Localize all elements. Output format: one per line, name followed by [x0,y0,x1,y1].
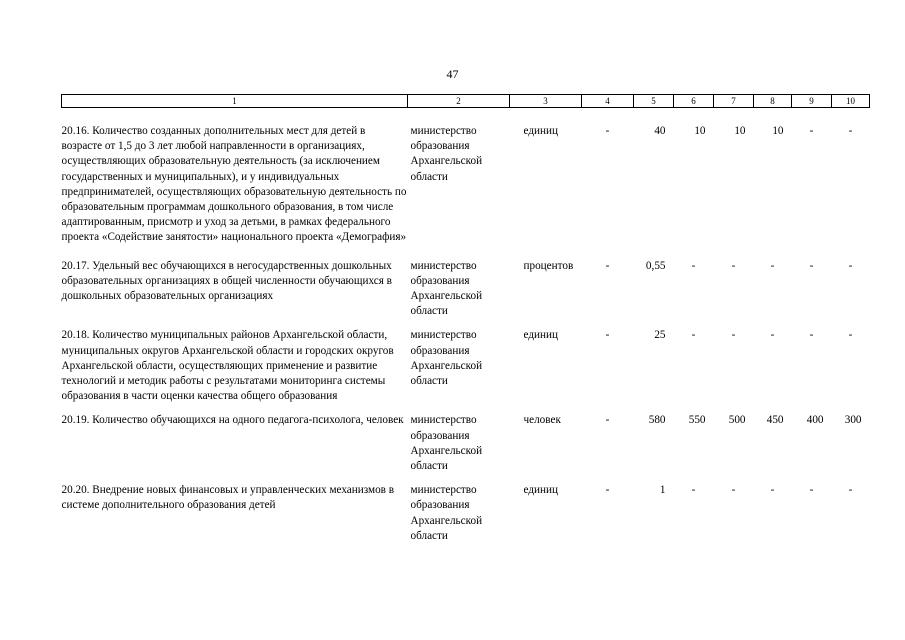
value-cell: 10 [772,125,784,137]
table-row [62,328,870,413]
header-cell: 6 [674,95,714,108]
value-cell: - [605,259,610,272]
value-cell: - [848,329,853,342]
unit-of-measure: единиц [523,329,558,342]
indicator-description: 20.18. Количество муниципальных районов Архангельской области, муниципальных округов Архангельской области и городских округов Архангельской области, осуществляющих применение и развитие технологий и методик работы с результатами мониторинга системы образования в части оценки качества общего образования [61,329,394,403]
value-cell: - [691,329,696,342]
unit-of-measure: единиц [523,484,558,497]
header-cell: 3 [510,95,582,108]
header-cell: 5 [634,95,674,108]
value-cell: 10 [694,125,706,137]
indicator-description: 20.17. Удельный вес обучающихся в негосударственных дошкольных образовательных организациях в общей численности обучающихся в дошкольных образовательных организациях [61,259,392,303]
value-cell: - [605,125,610,137]
header-cell: 7 [714,95,754,108]
table-row [62,483,870,553]
header-cell: 4 [582,95,634,108]
header-cell: 9 [792,95,832,108]
responsible-executor: министерство образования Архангельской области [410,414,483,473]
header-cell: 1 [62,95,408,108]
value-cell: 10 [734,125,746,137]
responsible-executor: министерство образования Архангельской области [410,259,483,318]
table-row [62,413,870,483]
value-cell: - [770,329,775,342]
value-cell: - [605,414,610,427]
value-cell: - [605,329,610,342]
value-cell: 550 [688,414,706,427]
value-cell: - [848,125,853,137]
value-cell: - [770,484,775,497]
unit-of-measure: процентов [523,259,574,272]
value-cell: 1 [659,484,666,497]
value-cell: - [770,259,775,272]
value-cell: - [809,484,814,497]
value-cell: 25 [654,329,666,342]
value-cell: - [605,484,610,497]
value-cell: 400 [806,414,824,427]
value-cell: - [809,125,814,137]
table-row [62,259,870,329]
responsible-executor: министерство образования Архангельской области [410,125,483,183]
value-cell: - [809,329,814,342]
value-cell: - [848,259,853,272]
value-cell: - [731,259,736,272]
header-cell: 10 [832,95,870,108]
value-cell: 300 [844,414,862,427]
value-cell: - [809,259,814,272]
page-number: 47 [446,67,459,81]
indicator-description: 20.16. Количество созданных дополнительных мест для детей в возрасте от 1,5 до 3 лет любой направленности в организациях, осуществляющих образовательную деятельность (за исключением государственных и муниципальных), и у индивидуальных предпринимателей, осуществляющих образовательную деятельность по образовательным программам дошкольного образования, в том числе адаптированным, присмотр и уход за детьми, в рамках федерального проекта «Содействие занятости» национального проекта «Демография» [61,125,407,244]
value-cell: - [731,329,736,342]
value-cell: 40 [654,125,666,137]
indicator-description: 20.20. Внедрение новых финансовых и управленческих механизмов в системе дополнительного образования детей [61,484,395,512]
table-row [62,108,870,259]
value-cell: 580 [648,414,666,427]
unit-of-measure: человек [523,414,561,427]
value-cell: 500 [728,414,746,427]
value-cell: - [691,259,696,272]
value-cell: - [691,484,696,497]
header-row [62,95,870,108]
header-cell: 8 [754,95,792,108]
unit-of-measure: единиц [523,125,558,137]
value-cell: - [848,484,853,497]
indicators-table [61,94,870,553]
responsible-executor: министерство образования Архангельской области [410,329,483,388]
responsible-executor: министерство образования Архангельской области [410,484,483,542]
value-cell: - [731,484,736,497]
header-cell: 2 [408,95,510,108]
value-cell: 0,55 [645,259,666,272]
indicator-description: 20.19. Количество обучающихся на одного педагога-психолога, человек [61,414,404,427]
value-cell: 450 [766,414,784,427]
